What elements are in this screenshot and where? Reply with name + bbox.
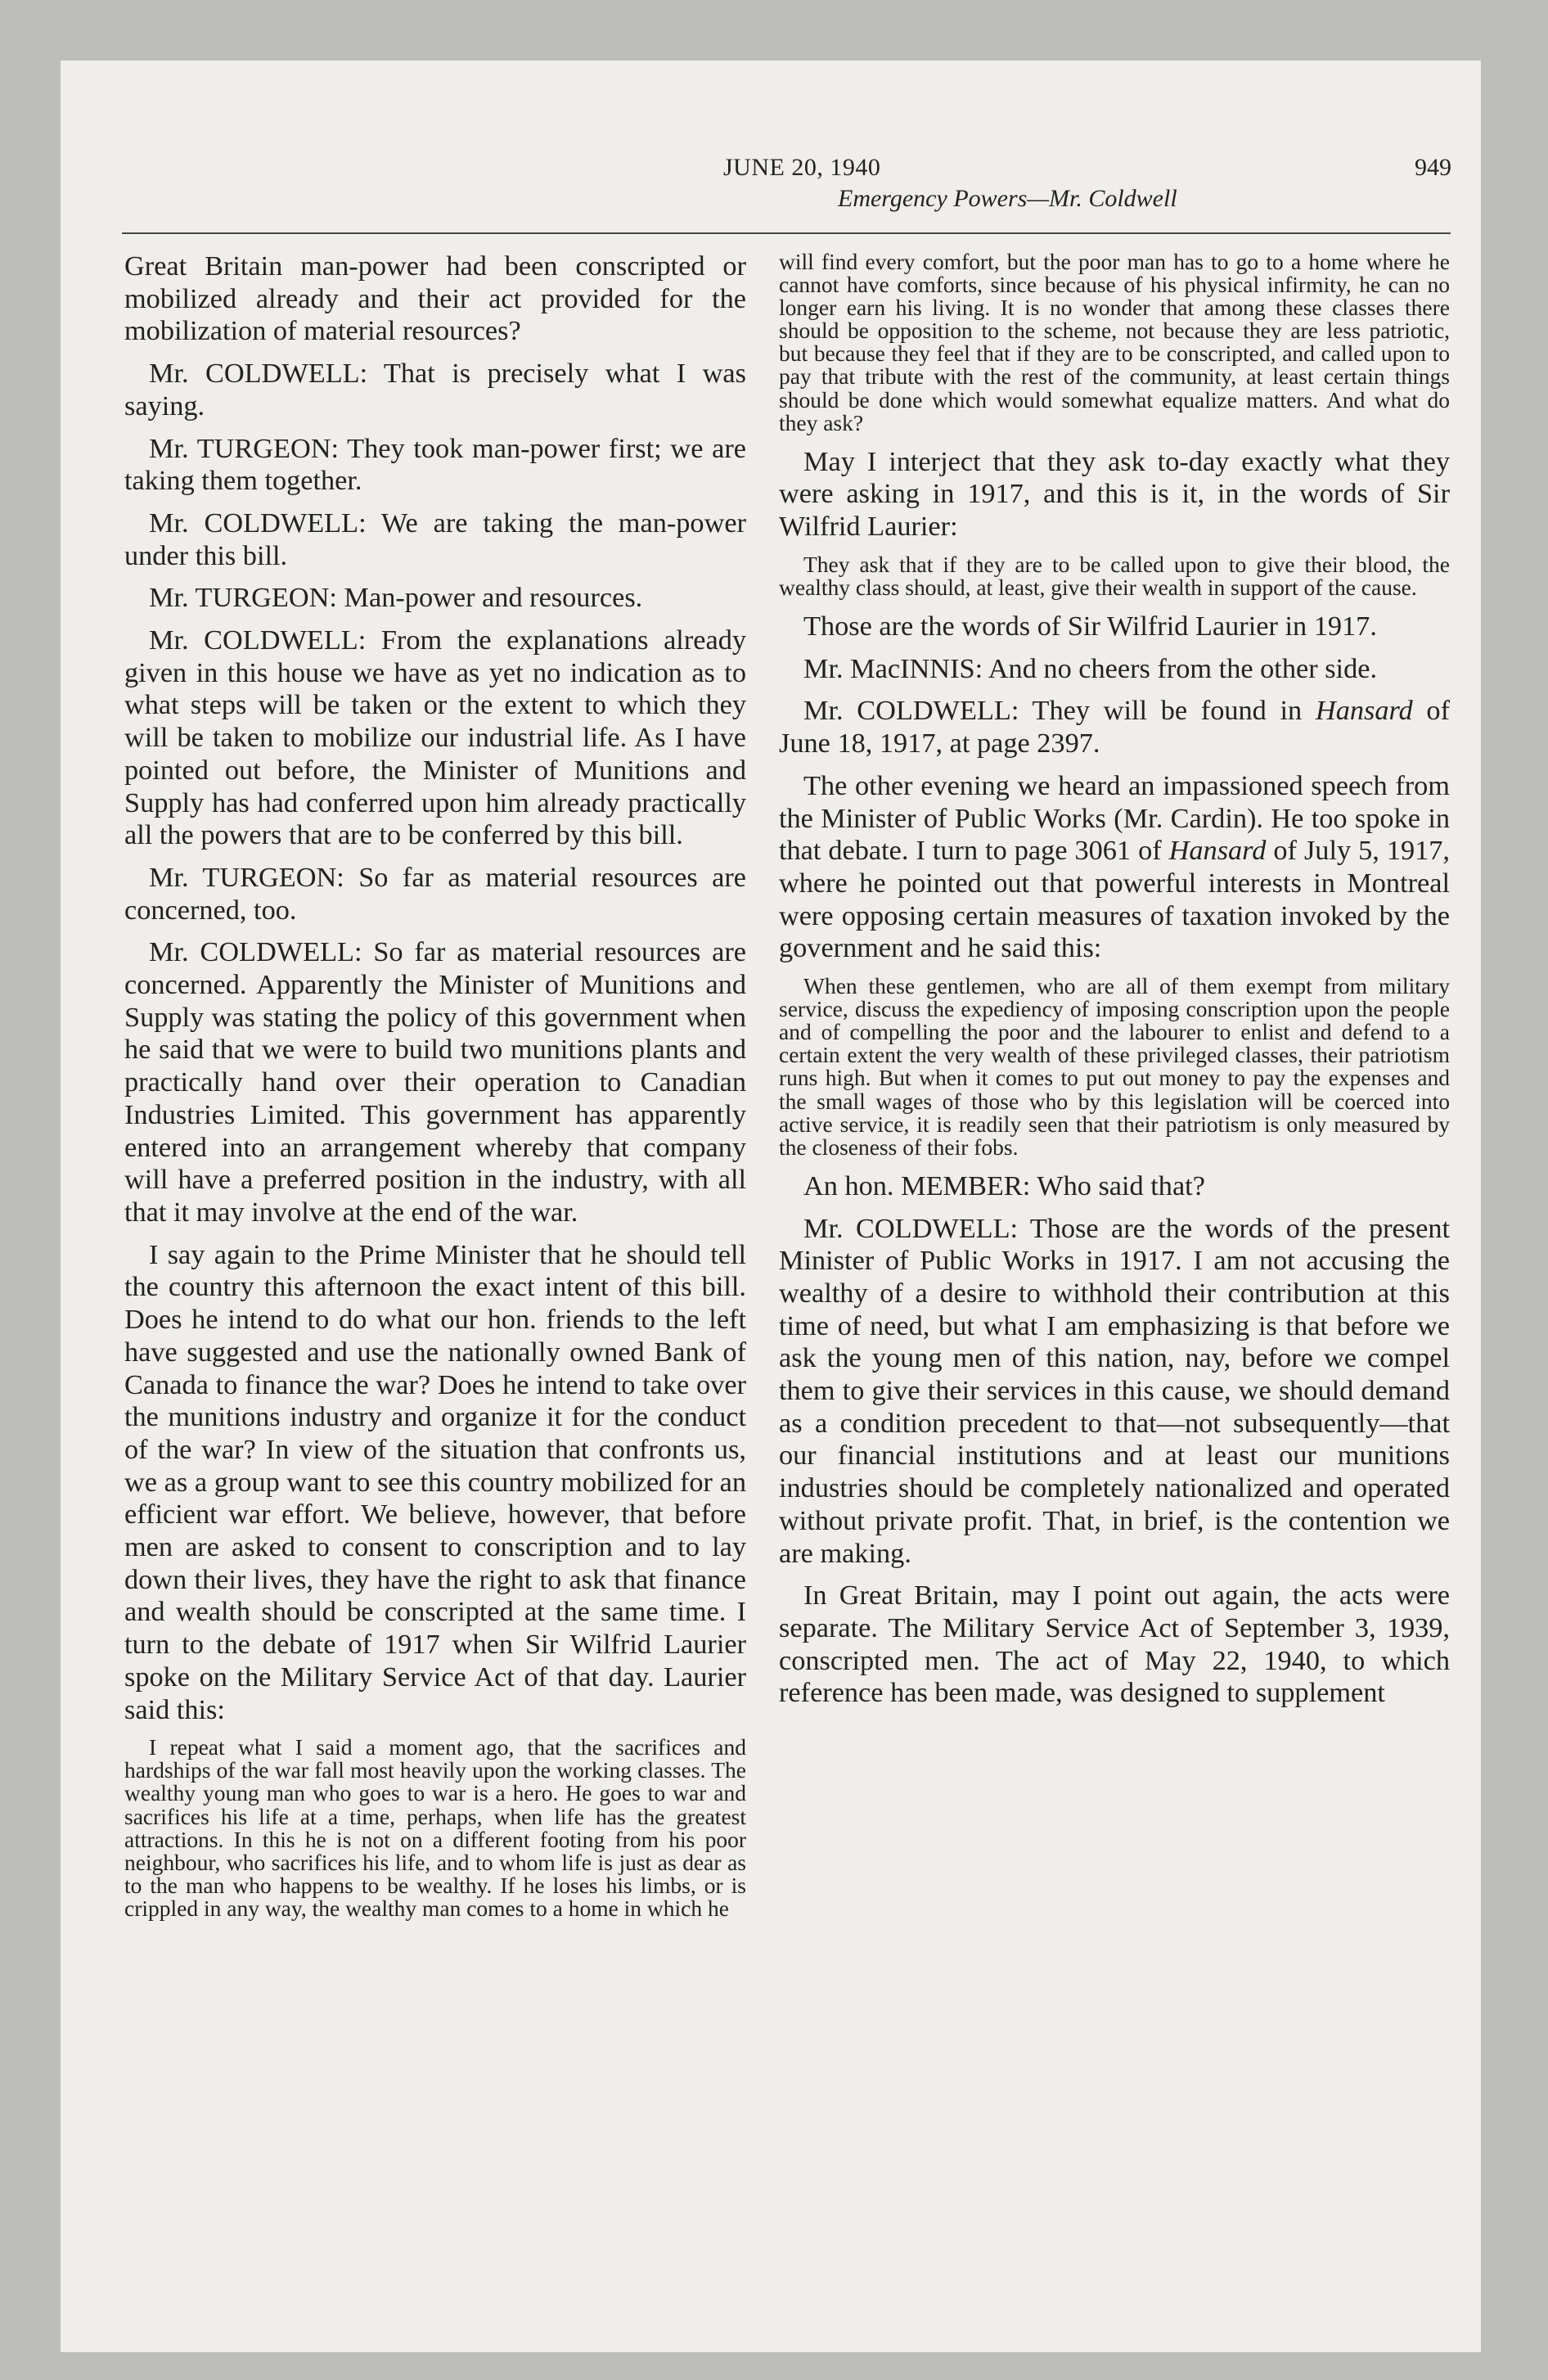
italic-citation: Hansard <box>1168 835 1267 867</box>
hansard-page <box>61 61 1481 2352</box>
paragraph: May I interject that they ask to-day exactly what they were asking in 1917, and this is it, in the words of Sir Wilfrid Laurier: <box>779 445 1450 543</box>
header-date: JUNE 20, 1940 <box>723 154 881 181</box>
paragraph: An hon. MEMBER: Who said that? <box>803 1170 1205 1201</box>
page-number: 949 <box>1415 154 1451 181</box>
block-quote: I repeat what I said a moment ago, that the sacrifices and hardships of the war fall most heavily upon the working classes. The wealthy young man who goes to war is a hero. He goes to war and sacrifices his life at a time, perhaps, when life has the greatest attractions. In this he is not on a different footing from his poor neighbour, who sacrifices his life, and to whom life is just as dear as to the man who happens to be wealthy. If he loses his limbs, or is crippled in any way, the wealthy man comes to a home in which he <box>124 1734 746 1921</box>
left-column <box>124 250 746 1931</box>
header-subtitle: Emergency Powers—Mr. Coldwell <box>838 185 1177 212</box>
paragraph <box>779 770 1450 965</box>
paragraph: Mr. COLDWELL: We are taking the man-power under this bill. <box>124 507 746 571</box>
paragraph: Mr. COLDWELL: That is precisely what I was saying. <box>124 358 746 421</box>
text-run: The other evening we heard an impassioned speech from the Minister of Public Works (Mr. Cardin). He too spoke in that debate. I turn to page 3061 of <box>779 769 1450 867</box>
paragraph: Mr. COLDWELL: Those are the words of the present Minister of Public Works in 1917. I am not accusing the wealthy of a desire to withhold their contribution at this time of need, but what I am emphasizing is that before we ask the young men of this nation, nay, before we compel them to give their services in this cause, we should demand as a condition precedent to that—not subsequently—that our financial institutions and at least our munitions industries should be completely nationalized and operated without private profit. That, in brief, is the contention we are making. <box>779 1212 1450 1569</box>
paragraph: Great Britain man-power had been conscripted or mobilized already and their act provided for the mobilization of material resources? <box>124 250 746 347</box>
page-header <box>126 152 1451 226</box>
text-run: of June 18, 1917, at page 2397. <box>779 695 1450 760</box>
paragraph <box>779 695 1450 760</box>
block-quote: When these gentlemen, who are all of them exempt from military service, discuss the expediency of imposing conscription upon the people and of compelling the poor and the labourer to enlist and defend to a certain extent the very wealth of these privileged classes, their patriotism runs high. But when it comes to put out money to pay the expenses and the small wages of those who by this legislation will be coerced into active service, it is readily seen that their patriotism is only measured by the closeness of their fobs. <box>779 973 1450 1160</box>
paragraph: I say again to the Prime Minister that he should tell the country this afternoon the exact intent of this bill. Does he intend to do what our hon. friends to the left have suggested and use the nationally owned Bank of Canada to finance the war? Does he intend to take over the munitions industry and organize it for the conduct of the war? In view of the situation that confronts us, we as a group want to see this country mobilized for an efficient war effort. We believe, however, that before men are asked to consent to conscription and to lay down their lives, they have the right to ask that finance and wealth should be conscripted at the same time. I turn to the debate of 1917 when Sir Wilfrid Laurier spoke on the Military Service Act of that day. Laurier said this: <box>124 1238 746 1725</box>
right-column <box>779 250 1450 1720</box>
paragraph: Mr. MacINNIS: And no cheers from the other side. <box>803 652 1378 684</box>
paragraph: Mr. TURGEON: Man-power and resources. <box>149 582 643 614</box>
paragraph: Those are the words of Sir Wilfrid Laurier in 1917. <box>803 611 1377 642</box>
block-quote: They ask that if they are to be called upon to give their blood, the wealthy class should, at least, give their wealth in support of the cause. <box>779 551 1450 600</box>
italic-citation: Hansard <box>1315 695 1413 727</box>
text-run: Mr. COLDWELL: They will be found in <box>803 695 1316 727</box>
text-run: of July 5, 1917, where he pointed out that powerful interests in Montreal were opposing certain measures of taxation invoked by the government and he said this: <box>779 835 1450 964</box>
paragraph: Mr. TURGEON: So far as material resources are concerned, too. <box>124 861 746 926</box>
block-quote: will find every comfort, but the poor man has to go to a home where he cannot have comforts, since because of his physical infirmity, he can no longer earn his living. It is no wonder that among these classes there should be opposition to the scheme, not because they are less patriotic, but because they feel that if they are to be conscripted, and called upon to pay that tribute with the rest of the community, at least certain things should be done which would somewhat equalize matters. And what do they ask? <box>779 249 1450 435</box>
paragraph: Mr. TURGEON: They took man-power first; we are taking them together. <box>124 432 746 497</box>
paragraph: In Great Britain, may I point out again, the acts were separate. The Military Service Act of September 3, 1939, conscripted men. The act of May 22, 1940, to which reference has been made, was designed to supplement <box>779 1580 1450 1709</box>
header-rule <box>122 232 1451 234</box>
paragraph: Mr. COLDWELL: From the explanations already given in this house we have as yet no indication as to what steps will be taken or the extent to which they will be taken to mobilize our industrial life. As I have pointed out before, the Minister of Munitions and Supply has had conferred upon him already practically all the powers that are to be conferred by this bill. <box>124 624 746 851</box>
paragraph: Mr. COLDWELL: So far as material resources are concerned. Apparently the Minister of Munitions and Supply was stating the policy of this government when he said that we were to build two munitions plants and practically hand over their operation to Canadian Industries Limited. This government has apparently entered into an arrangement whereby that company will have a preferred position in the industry, with all that it may involve at the end of the war. <box>124 936 746 1228</box>
